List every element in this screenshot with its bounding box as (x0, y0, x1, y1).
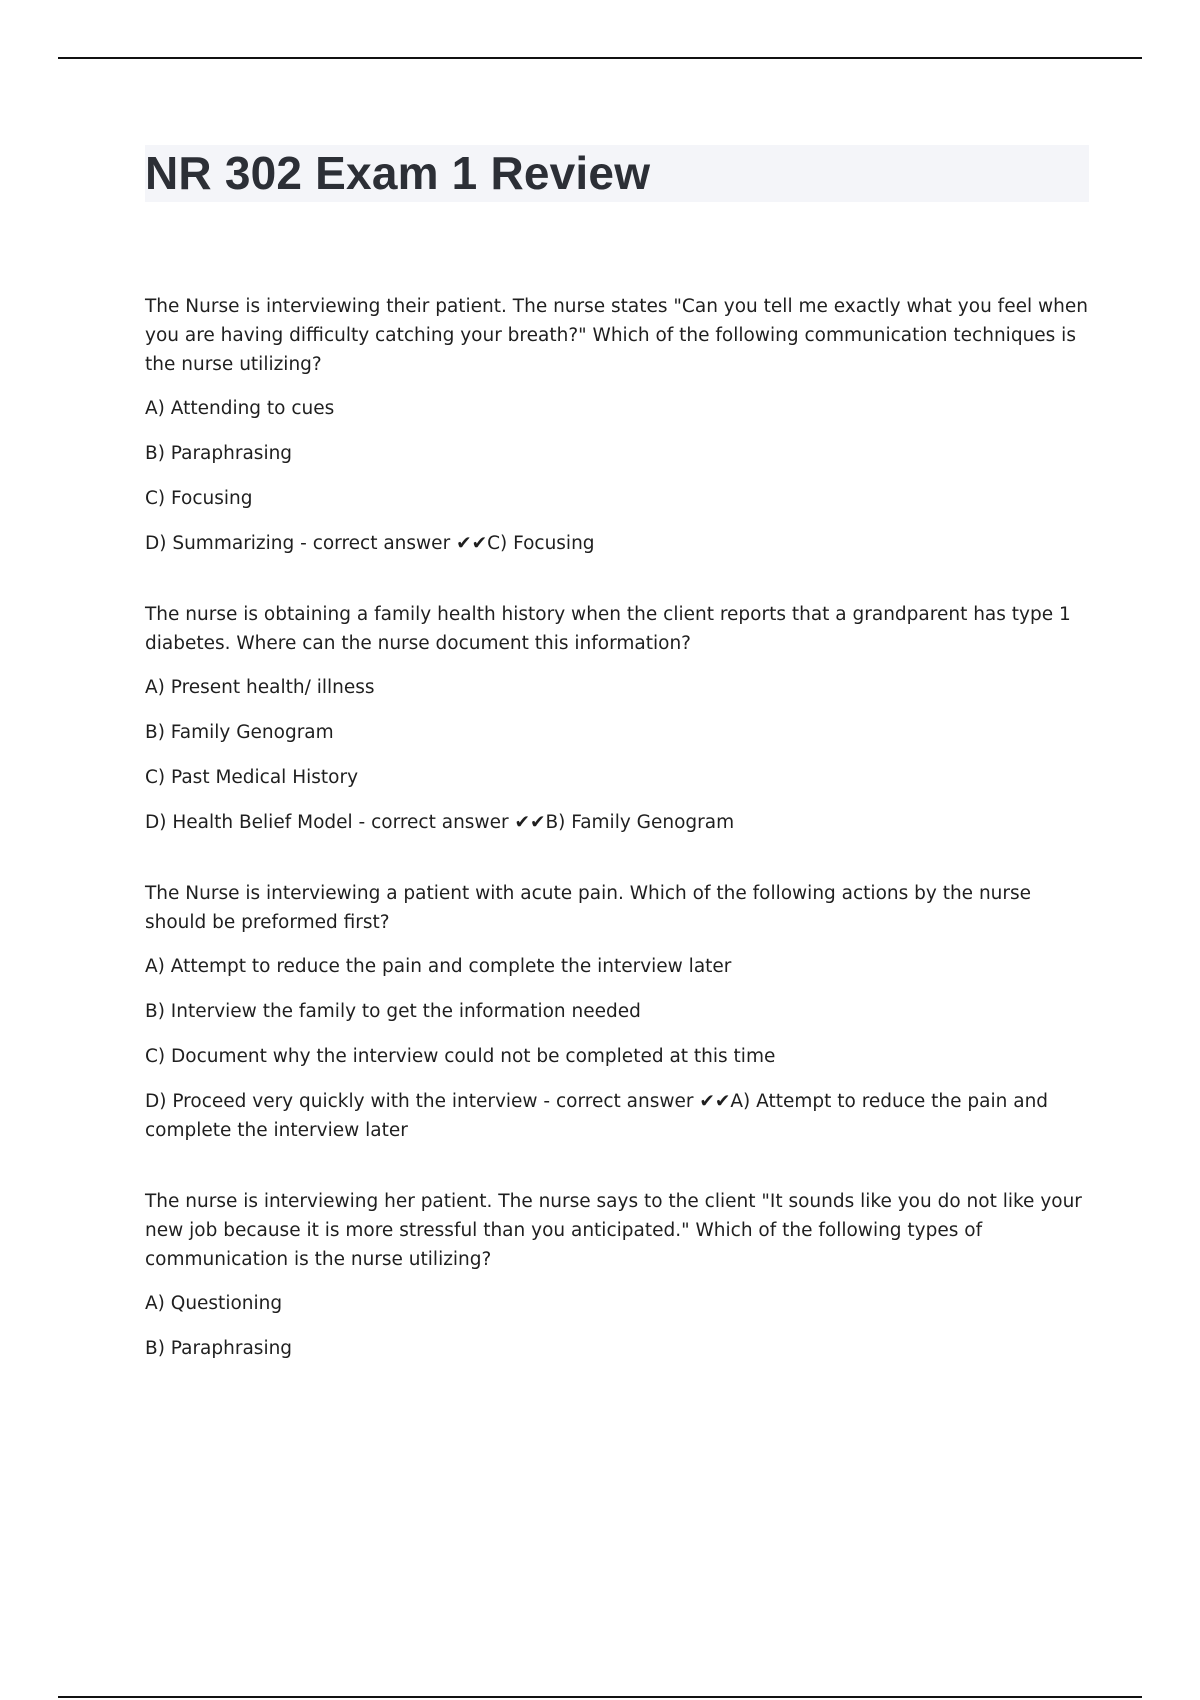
option-a: A) Attending to cues (145, 398, 335, 419)
correct-answer: B) Family Genogram (545, 812, 735, 833)
question-block-1 (145, 292, 1090, 558)
correct-answer: A) Attempt to reduce the pain and complete the interview later (145, 1091, 1049, 1141)
option-d: D) Health Belief Model - correct answer (145, 812, 515, 833)
option-a: A) Present health/ illness (145, 677, 375, 698)
question-block-3 (145, 879, 1090, 1145)
question-text: The Nurse is interviewing their patient. The nurse states "Can you tell me exactly what you feel when you are having difficulty catching your breath?" Which of the following communication techniques is the nurse utilizing? (145, 296, 1088, 375)
option-c: C) Focusing (145, 488, 253, 509)
question-text: The Nurse is interviewing a patient with acute pain. Which of the following actions by the nurse should be preformed first? (145, 883, 1032, 933)
option-a: A) Attempt to reduce the pain and complete the interview later (145, 956, 732, 977)
option-d-with-answer (145, 1087, 1090, 1145)
question-list (145, 292, 1090, 1405)
top-rule (58, 57, 1142, 59)
question-text: The nurse is interviewing her patient. The nurse says to the client "It sounds like you do not like your new job because it is more stressful than you anticipated." Which of the following types of communication is the nurse utilizing? (145, 1191, 1082, 1270)
option-c: C) Document why the interview could not be completed at this time (145, 1046, 776, 1067)
option-b: B) Interview the family to get the information needed (145, 1001, 641, 1022)
page-title: NR 302 Exam 1 Review (145, 147, 651, 199)
correct-answer: C) Focusing (487, 533, 595, 554)
option-d: D) Summarizing - correct answer (145, 533, 457, 554)
option-b: B) Paraphrasing (145, 443, 293, 464)
question-text: The nurse is obtaining a family health history when the client reports that a grandparent has type 1 diabetes. Where can the nurse document this information? (145, 604, 1071, 654)
double-checkmark-icon: ✔✔ (514, 812, 546, 833)
option-d: D) Proceed very quickly with the interview - correct answer (145, 1091, 700, 1112)
question-block-2 (145, 600, 1090, 837)
option-b: B) Family Genogram (145, 722, 334, 743)
option-b: B) Paraphrasing (145, 1338, 293, 1359)
double-checkmark-icon: ✔✔ (456, 533, 488, 554)
double-checkmark-icon: ✔✔ (699, 1091, 731, 1112)
bottom-rule (58, 1696, 1142, 1698)
option-a: A) Questioning (145, 1293, 283, 1314)
option-d-with-answer (145, 529, 1090, 558)
question-block-4 (145, 1187, 1090, 1363)
option-d-with-answer (145, 808, 1090, 837)
option-c: C) Past Medical History (145, 767, 359, 788)
